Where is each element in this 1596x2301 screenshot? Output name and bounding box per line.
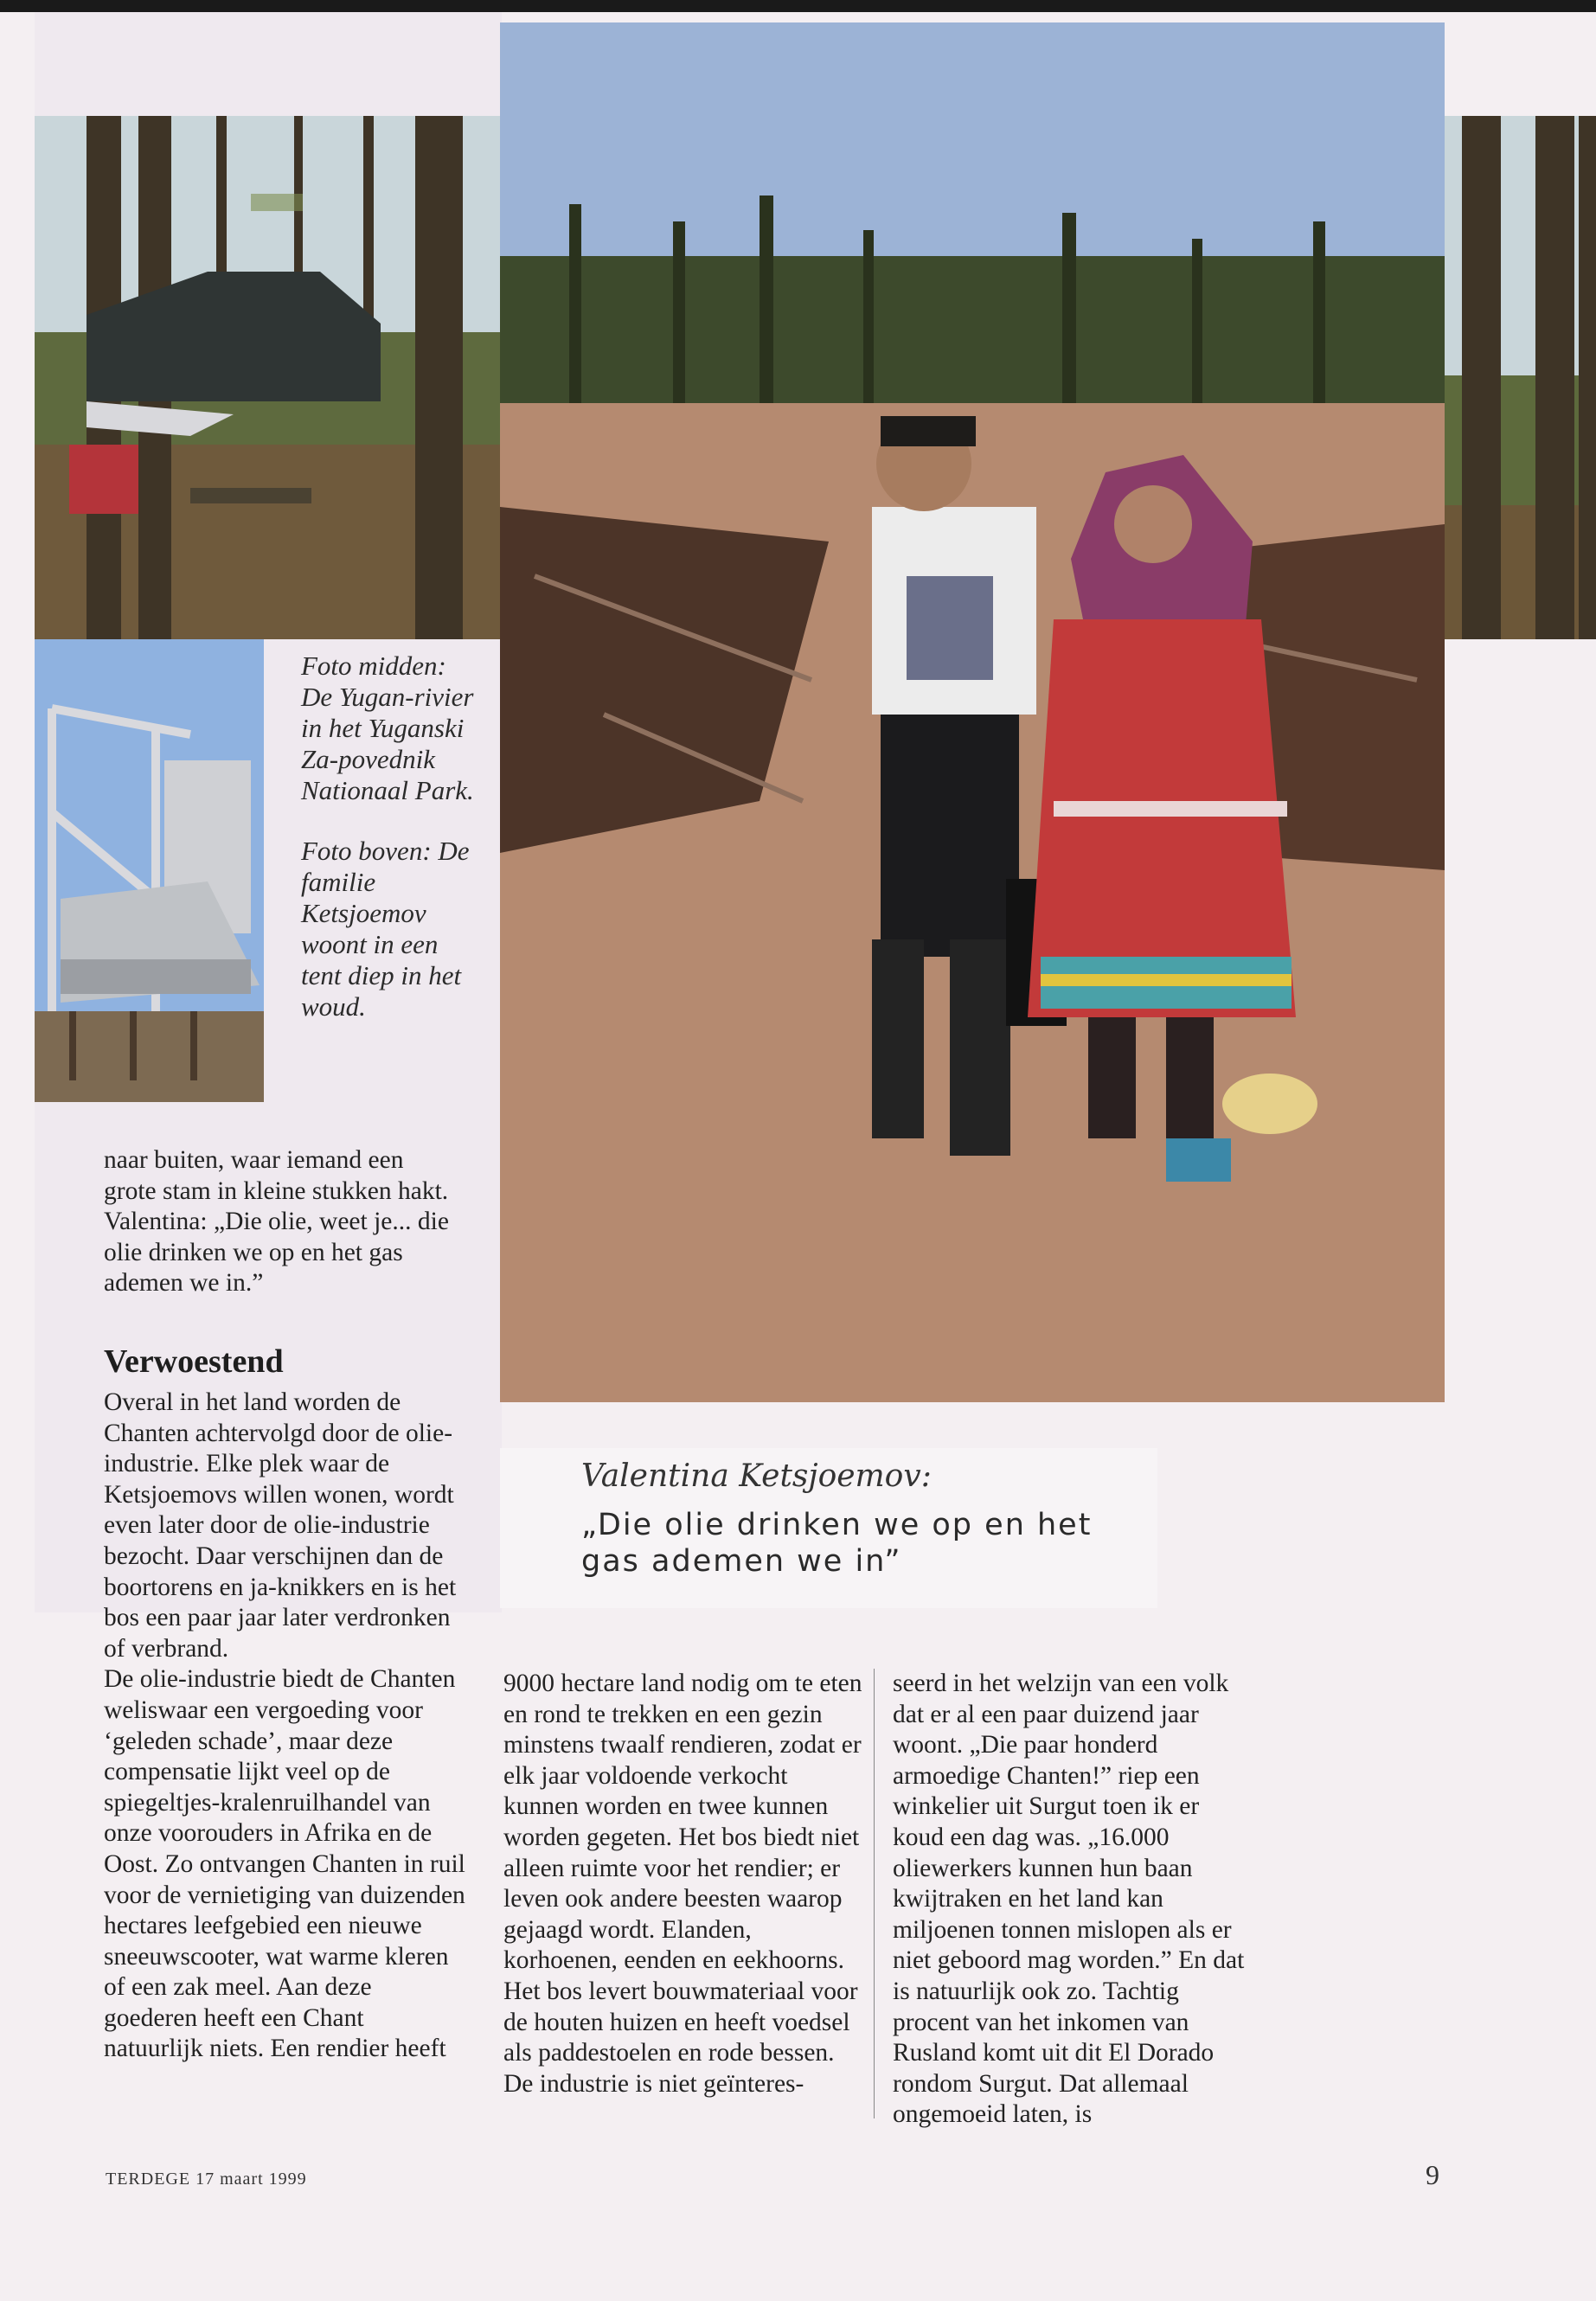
magazine-footer: TERDEGE 17 maart 1999	[106, 2170, 307, 2189]
body-column-2: 9000 hectare land nodig om te eten en rond te trekken en een gezin minstens twaalf rendieren, zodat er elk jaar voldoende verkocht kunnen worden en twee kunnen worden gegeten. Het bos biedt niet alleen ruimte voor het rendier; er leven ook andere beesten waarop gejaagd wordt. Elanden, korhoenen, eenden en eekhoorns. Het bos levert bouwmateriaal voor de houten huizen en heeft voedsel als paddestoelen en rode bessen. De industrie is niet geïnteres-	[503, 1670, 862, 2098]
section-heading: Verwoestend	[104, 1343, 284, 1380]
pullquote-name: Valentina Ketsjoemov:	[581, 1458, 932, 1494]
body-column-1	[104, 1388, 467, 2065]
column-divider	[874, 1669, 875, 2118]
magazine-page	[0, 12, 1596, 2301]
caption-middle: Foto midden: De Yugan-rivier in het Yuganski Za-povednik Nationaal Park.	[301, 651, 474, 805]
photo-captions	[301, 651, 474, 1052]
intro-paragraph: naar buiten, waar iemand een grote stam in kleine stukken hakt. Valentina: „Die olie, weet je... die olie drinken we op en het gas ademen we in.”	[104, 1146, 449, 1298]
caption-top: Foto boven: De familie Ketsjoemov woont in een tent diep in het woud.	[301, 836, 470, 1022]
photo-oil-pump	[35, 639, 264, 1102]
col1-paragraph-1: Overal in het land worden de Chanten achtervolgd door de olie-industrie. Elke plek waar de Ketsjoemovs willen wonen, wordt even later door de olie-industrie bezocht. Daar verschijnen dan de boortorens en ja-knikkers en is het bos een paar jaar later verdronken of verbrand.	[104, 1388, 457, 1663]
photo-family-ketsjoemov	[500, 22, 1445, 1402]
pullquote-text: „Die olie drinken we op en het gas ademen we in”	[581, 1508, 1093, 1579]
photo-tent-in-forest	[35, 116, 502, 639]
body-column-3: seerd in het welzijn van een volk dat er al een paar duizend jaar woont. „Die paar honderd armoedige Chanten!” riep een winkelier uit Surgut toen ik er koud een dag was. „16.000 oliewerkers kunnen hun baan kwijtraken en het land kan miljoenen tonnen mislopen als er niet geboord mag worden.” En dat is natuurlijk ook zo. Tachtig procent van het inkomen van Rusland komt uit dit El Dorado rondom Surgut. Dat allemaal ongemoeid laten, is	[893, 1670, 1245, 2129]
photo-forest-right	[1445, 116, 1596, 639]
page-number: 9	[1426, 2159, 1439, 2190]
col1-paragraph-2: De olie-industrie biedt de Chanten weliswaar een vergoeding voor ‘geleden schade’, maar deze compensatie lijkt veel op de spiegeltjes-kralenruilhandel van onze voorouders in Afrika en de Oost. Zo ontvangen Chanten in ruil voor de vernietiging van duizenden hectares leefgebied een nieuwe sneeuwscooter, wat warme kleren of een zak meel. Aan deze goederen heeft een Chant natuurlijk niets. Een rendier heeft	[104, 1665, 465, 2063]
